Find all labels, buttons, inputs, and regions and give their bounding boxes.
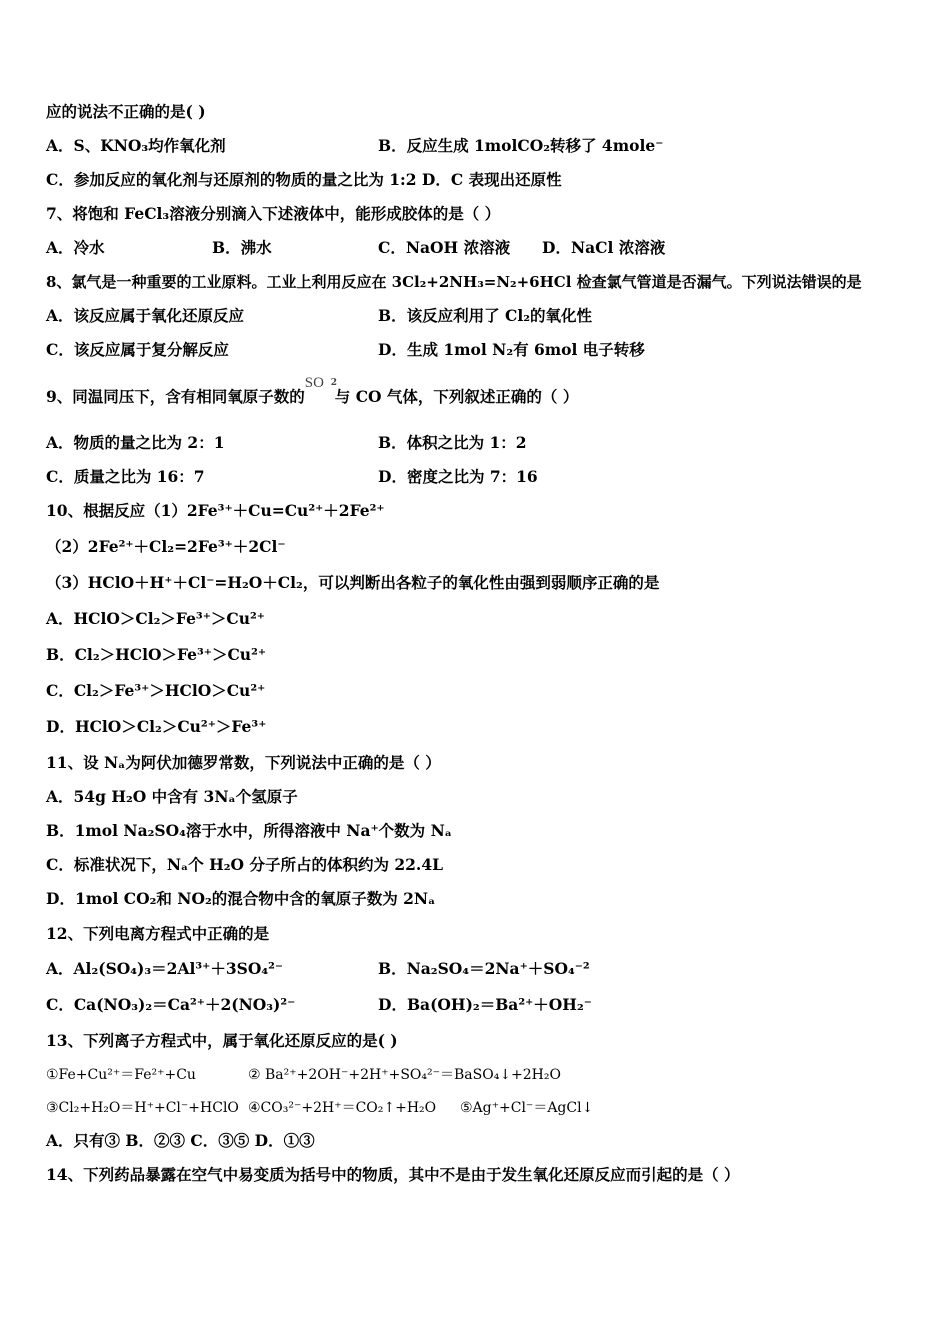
option-6b: B．反应生成 1molCO₂转移了 4mole⁻: [378, 136, 664, 155]
reaction-13-4: ④CO₃²⁻+2H⁺＝CO₂↑+H₂O: [248, 1100, 437, 1116]
option-12b: B．Na₂SO₄＝2Na⁺＋SO₄⁻²: [378, 959, 590, 978]
reaction-13-3: ③Cl₂+H₂O＝H⁺+Cl⁻+HClO: [46, 1100, 239, 1116]
reaction-13-5: ⑤Ag⁺+Cl⁻＝AgCl↓: [460, 1100, 594, 1116]
option-8b: B．该反应利用了 Cl₂的氧化性: [378, 306, 593, 325]
option-12d: D．Ba(OH)₂＝Ba²⁺＋OH₂⁻: [378, 995, 592, 1014]
question-9-options-cd: [46, 466, 538, 488]
so2-formula: SO 2: [304, 375, 338, 391]
question-9-stem: 9、同温同压下，含有相同氧原子数的 SO 2 与 CO 气体，下列叙述正确的（ ）: [46, 375, 579, 406]
question-10-stem: 10、根据反应（1）2Fe³⁺＋Cu=Cu²⁺＋2Fe²⁺: [46, 501, 385, 520]
option-9b: B．体积之比为 1：2: [378, 433, 527, 452]
question-6-options-cd: C．参加反应的氧化剂与还原剂的物质的量之比为 1:2 D．C 表现出还原性: [46, 170, 562, 189]
question-6-options-ab: [46, 135, 664, 157]
question-7-stem: 7、将饱和 FeCl₃溶液分别滴入下述液体中，能形成胶体的是（ ）: [46, 204, 501, 223]
question-11-stem: 11、设 Nₐ为阿伏加德罗常数，下列说法中正确的是（ ）: [46, 753, 441, 772]
option-10a: A．HClO＞Cl₂＞Fe³⁺＞Cu²⁺: [46, 609, 265, 628]
option-9c: C．质量之比为 16：7: [46, 467, 205, 486]
question-14-stem: 14、下列药品暴露在空气中易变质为括号中的物质，其中不是由于发生氧化还原反应而引起的是（ ）: [46, 1165, 740, 1184]
option-12c: C．Ca(NO₃)₂＝Ca²⁺＋2(NO₃)²⁻: [46, 995, 296, 1014]
option-11b: B．1mol Na₂SO₄溶于水中，所得溶液中 Na⁺个数为 Nₐ: [46, 821, 452, 840]
option-7c: C．NaOH 浓溶液: [378, 238, 511, 257]
question-13-stem: 13、下列离子方程式中，属于氧化还原反应的是( ): [46, 1031, 398, 1050]
option-10d: D．HClO＞Cl₂＞Cu²⁺＞Fe³⁺: [46, 717, 267, 736]
question-13-options: A．只有③ B．②③ C．③⑤ D．①③: [46, 1131, 315, 1150]
option-8c: C．该反应属于复分解反应: [46, 340, 229, 359]
option-8d: D．生成 1mol N₂有 6mol 电子转移: [378, 340, 645, 359]
question-12-options-cd: [46, 994, 592, 1016]
option-11c: C．标准状况下，Nₐ个 H₂O 分子所占的体积约为 22.4L: [46, 855, 443, 874]
question-12-options-ab: [46, 958, 590, 980]
option-9a: A．物质的量之比为 2：1: [46, 433, 225, 452]
option-10c: C．Cl₂＞Fe³⁺＞HClO＞Cu²⁺: [46, 681, 266, 700]
option-7b: B．沸水: [212, 238, 272, 257]
question-10-reaction-2: （2）2Fe²⁺＋Cl₂=2Fe³⁺＋2Cl⁻: [46, 537, 286, 556]
question-8-options-cd: [46, 339, 645, 361]
option-6a: A．S、KNO₃均作氧化剂: [46, 136, 226, 155]
reaction-13-1: ①Fe+Cu²⁺＝Fe²⁺+Cu: [46, 1067, 196, 1083]
option-8a: A．该反应属于氧化还原反应: [46, 306, 245, 325]
option-10b: B．Cl₂＞HClO＞Fe³⁺＞Cu²⁺: [46, 645, 267, 664]
question-10-reaction-3: （3）HClO＋H⁺＋Cl⁻=H₂O＋Cl₂，可以判断出各粒子的氧化性由强到弱顺序正确的是: [46, 573, 660, 592]
option-11a: A．54g H₂O 中含有 3Nₐ个氢原子: [46, 787, 298, 806]
question-8-stem: 8、氯气是一种重要的工业原料。工业上利用反应在 3Cl₂+2NH₃=N₂+6HCl 检查氯气管道是否漏气。下列说法错误的是: [46, 273, 862, 291]
option-12a: A．Al₂(SO₄)₃＝2Al³⁺＋3SO₄²⁻: [46, 959, 284, 978]
option-9d: D．密度之比为 7：16: [378, 467, 538, 486]
reaction-13-2: ② Ba²⁺+2OH⁻+2H⁺+SO₄²⁻＝BaSO₄↓+2H₂O: [248, 1067, 561, 1083]
option-11d: D．1mol CO₂和 NO₂的混合物中含的氧原子数为 2Nₐ: [46, 889, 436, 908]
question-9-options-ab: [46, 432, 527, 454]
question-12-stem: 12、下列电离方程式中正确的是: [46, 924, 270, 943]
option-7a: A．冷水: [46, 238, 105, 257]
question-6-stem-tail: 应的说法不正确的是( ): [46, 102, 206, 121]
question-8-options-ab: [46, 305, 593, 327]
option-7d: D．NaCl 浓溶液: [542, 238, 666, 257]
